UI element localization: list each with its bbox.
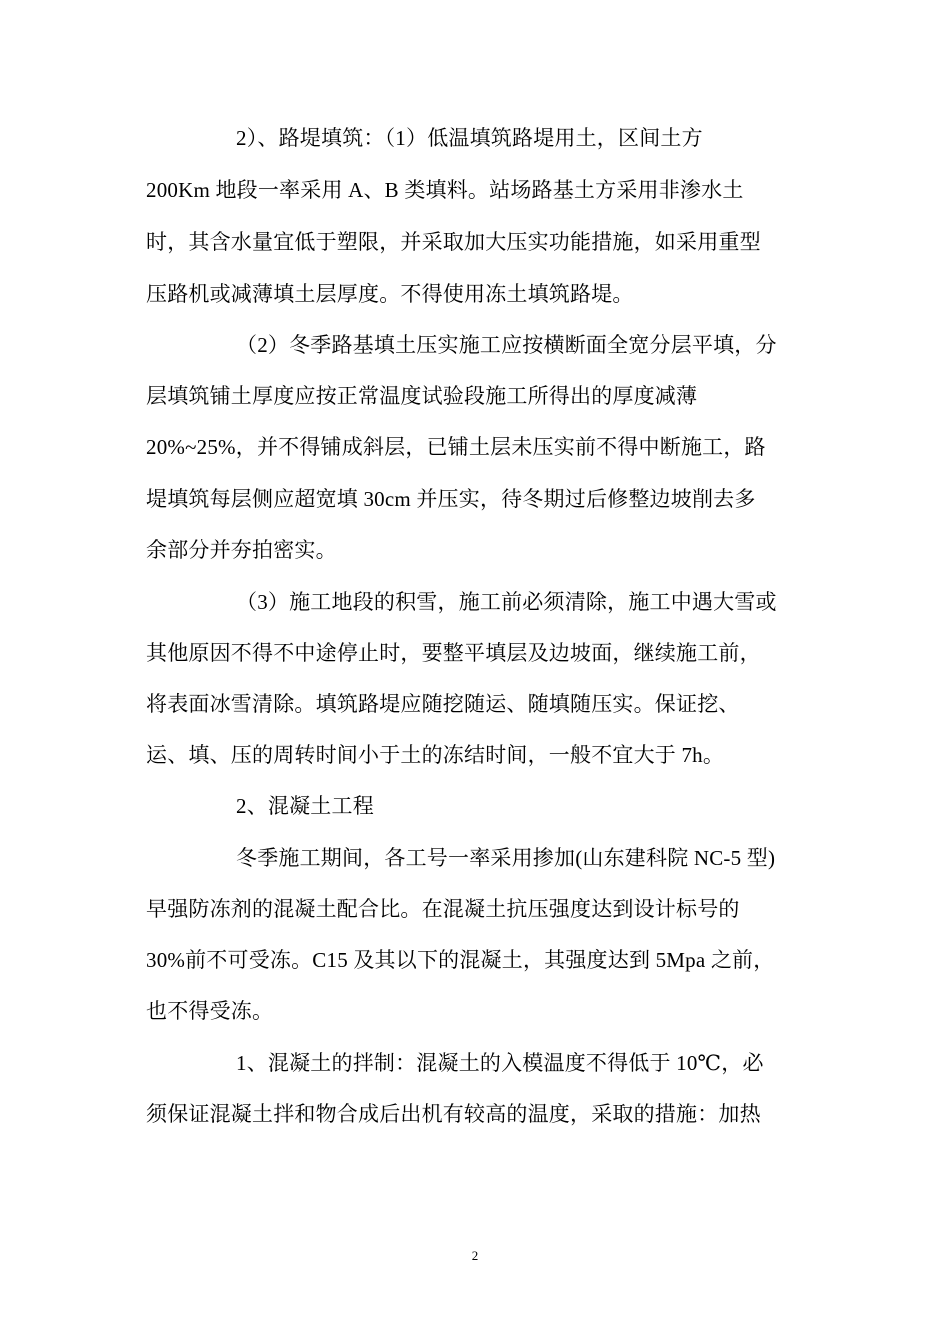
text-line-15: 冬季施工期间，各工号一率采用掺加(山东建科院 NC-5 型) [236, 846, 776, 870]
text-line-6: 层填筑铺土厚度应按正常温度试验段施工所得出的厚度减薄 [146, 384, 698, 408]
page-number: 2 [471, 1248, 479, 1263]
text-line-20: 须保证混凝土拌和物合成后出机有较高的温度，采取的措施：加热 [146, 1102, 761, 1126]
text-line-3: 时，其含水量宜低于塑限，并采取加大压实功能措施，如采用重型 [146, 230, 761, 254]
text-line-18: 也不得受冻。 [146, 999, 274, 1023]
text-line-4: 压路机或减薄填土层厚度。不得使用冻土填筑路堤。 [146, 282, 634, 306]
text-line-16: 早强防冻剂的混凝土配合比。在混凝土抗压强度达到设计标号的 [146, 897, 740, 921]
section-heading-concrete: 2、混凝土工程 [236, 794, 374, 818]
text-line-17: 30%前不可受冻。C15 及其以下的混凝土，其强度达到 5Mpa 之前， [146, 948, 775, 972]
text-line-11: 其他原因不得不中途停止时，要整平填层及边坡面，继续施工前， [146, 641, 761, 665]
text-line-10: （3）施工地段的积雪，施工前必须清除，施工中遇大雪或 [236, 590, 777, 614]
text-line-13: 运、填、压的周转时间小于土的冻结时间，一般不宜大于 7h。 [146, 743, 725, 767]
text-line-9: 余部分并夯拍密实。 [146, 538, 337, 562]
text-line-7: 20%~25%，并不得铺成斜层，已铺土层未压实前不得中断施工，路 [146, 435, 766, 459]
text-line-19: 1、混凝土的拌制：混凝土的入模温度不得低于 10℃，必 [236, 1051, 764, 1075]
text-line-12: 将表面冰雪清除。填筑路堤应随挖随运、随填随压实。保证挖、 [146, 692, 740, 716]
text-line-8: 堤填筑每层侧应超宽填 30cm 并压实，待冬期过后修整边坡削去多 [146, 487, 756, 511]
text-line-5: （2）冬季路基填土压实施工应按横断面全宽分层平填，分 [236, 333, 777, 357]
text-line-1: 2）、路堤填筑：（1）低温填筑路堤用土，区间土方 [236, 126, 703, 150]
text-line-2: 200Km 地段一率采用 A、B 类填料。站场路基土方采用非渗水土 [146, 178, 744, 202]
